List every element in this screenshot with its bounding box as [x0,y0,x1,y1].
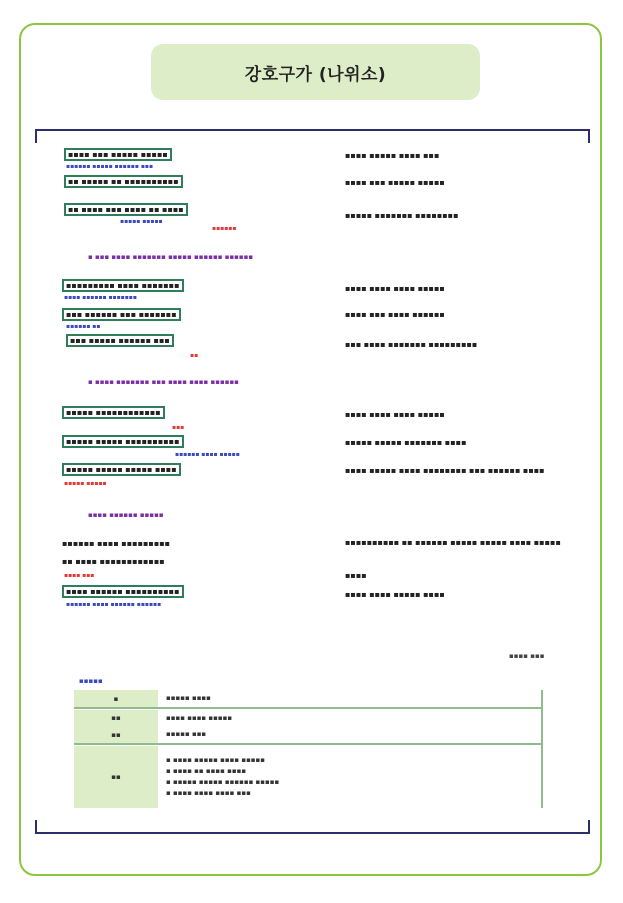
translation-line: ▪▪▪▪ ▪▪▪ ▪▪▪▪▪ ▪▪▪▪▪ [345,178,445,187]
gloss-key: ▪▪ [74,726,158,743]
translation-line: ▪▪▪▪ [345,571,367,580]
annotation-red: ▪▪ [190,352,199,359]
translation-line: ▪▪▪ ▪▪▪▪ ▪▪▪▪▪▪▪ ▪▪▪▪▪▪▪▪▪ [345,340,478,349]
gloss-value: ▪▪▪▪ ▪▪▪▪ ▪▪▪▪▪ [166,713,233,722]
poem-line: ▪▪▪▪▪ ▪▪▪▪▪▪▪▪▪▪▪▪ [62,408,165,418]
gloss-title: ▪▪▪▪▪ [79,677,103,685]
gloss-table [74,690,543,808]
translation-line: ▪▪▪▪ ▪▪▪▪ ▪▪▪▪ ▪▪▪▪▪ [345,410,445,419]
poem-line: ▪▪ ▪▪▪▪ ▪▪▪ ▪▪▪▪ ▪▪ ▪▪▪▪ [64,205,188,215]
gloss-row [74,690,543,707]
poem-line: ▪▪▪▪▪▪▪▪▪ ▪▪▪▪ ▪▪▪▪▪▪▪ [62,281,184,291]
translation-line: ▪▪▪▪ ▪▪▪ ▪▪▪▪ ▪▪▪▪▪▪ [345,310,445,319]
poem-line: ▪▪ ▪▪▪▪ ▪▪▪▪▪▪▪▪▪▪▪▪ [62,557,165,566]
annotation: ▪▪▪▪▪▪ ▪▪▪▪ ▪▪▪▪▪ [175,451,240,458]
poem-line: ▪▪▪▪▪▪ ▪▪▪▪ ▪▪▪▪▪▪▪▪▪ [62,539,171,548]
gloss-value: ▪ ▪▪▪▪ ▪▪▪▪▪ ▪▪▪▪ ▪▪▪▪▪ ▪ ▪▪▪▪ ▪▪ ▪▪▪▪ ▪▪▪▪ ▪ ▪▪▪▪▪ ▪▪▪▪▪ ▪▪▪▪▪▪ ▪▪▪▪▪ ▪ ▪▪▪▪ ▪▪▪▪ ▪▪▪▪ ▪▪▪ [166,756,280,797]
gloss-value: ▪▪▪▪▪ ▪▪▪ [166,730,207,738]
stanza-note: ▪ ▪▪▪▪ ▪▪▪▪▪▪▪ ▪▪▪ ▪▪▪▪ ▪▪▪▪ ▪▪▪▪▪▪ [88,378,239,386]
annotation-red: ▪▪▪▪ ▪▪▪ [64,572,95,579]
annotation-red: ▪▪▪ [172,424,185,431]
poem-line: ▪▪▪▪▪ ▪▪▪▪▪ ▪▪▪▪▪ ▪▪▪▪ [62,465,181,475]
gloss-border [541,690,543,808]
source-label: ▪▪▪▪ ▪▪▪ [509,652,545,660]
poem-line: ▪▪▪▪▪ ▪▪▪▪▪ ▪▪▪▪▪▪▪▪▪▪ [62,437,184,447]
translation-line: ▪▪▪▪ ▪▪▪▪▪ ▪▪▪▪ ▪▪▪ [345,151,440,160]
poem-line: ▪▪▪ ▪▪▪▪▪ ▪▪▪▪▪▪ ▪▪▪ [66,336,174,346]
annotation-red: ▪▪▪▪▪ ▪▪▪▪▪ [64,480,107,487]
annotation: ▪▪▪▪▪▪ ▪▪▪▪▪ ▪▪▪▪▪▪ ▪▪▪ [66,163,154,170]
translation-line: ▪▪▪▪▪▪▪▪▪▪ ▪▪ ▪▪▪▪▪▪ ▪▪▪▪▪ ▪▪▪▪▪ ▪▪▪▪ ▪▪▪▪▪ [345,538,561,547]
poem-line: ▪▪ ▪▪▪▪▪ ▪▪ ▪▪▪▪▪▪▪▪▪▪ [64,177,183,187]
annotation: ▪▪▪▪▪▪ ▪▪ [66,323,101,330]
annotation: ▪▪▪▪ ▪▪▪▪▪▪ ▪▪▪▪▪▪▪ [64,294,137,301]
stanza-note: ▪▪▪▪ ▪▪▪▪▪▪ ▪▪▪▪▪ [88,511,164,519]
gloss-row [74,710,543,726]
poem-line: ▪▪▪▪ ▪▪▪ ▪▪▪▪▪ ▪▪▪▪▪ [64,150,172,160]
poem-line: ▪▪▪▪ ▪▪▪▪▪▪ ▪▪▪▪▪▪▪▪▪▪ [62,587,184,597]
gloss-value: ▪▪▪▪▪ ▪▪▪▪ [166,694,211,702]
translation-line: ▪▪▪▪▪ ▪▪▪▪▪▪▪ ▪▪▪▪▪▪▪▪ [345,211,459,220]
translation-line: ▪▪▪▪▪ ▪▪▪▪▪ ▪▪▪▪▪▪▪ ▪▪▪▪ [345,438,467,447]
poem-line: ▪▪▪ ▪▪▪▪▪▪ ▪▪▪ ▪▪▪▪▪▪▪ [62,310,181,320]
annotation: ▪▪▪▪▪▪ ▪▪▪▪ ▪▪▪▪▪▪ ▪▪▪▪▪▪ [66,601,162,608]
annotation: ▪▪▪▪▪ ▪▪▪▪▪ [120,218,163,225]
gloss-row [74,746,543,808]
stanza-note: ▪ ▪▪▪ ▪▪▪▪ ▪▪▪▪▪▪▪ ▪▪▪▪▪ ▪▪▪▪▪▪ ▪▪▪▪▪▪ [88,253,254,261]
translation-line: ▪▪▪▪ ▪▪▪▪▪ ▪▪▪▪ ▪▪▪▪▪▪▪▪ ▪▪▪ ▪▪▪▪▪▪ ▪▪▪▪ [345,466,545,475]
gloss-key: ▪▪ [74,746,158,808]
gloss-divider [74,707,543,709]
gloss-divider [74,743,543,745]
translation-line: ▪▪▪▪ ▪▪▪▪ ▪▪▪▪ ▪▪▪▪▪ [345,284,445,293]
translation-line: ▪▪▪▪ ▪▪▪▪ ▪▪▪▪▪ ▪▪▪▪ [345,590,445,599]
gloss-row [74,726,543,743]
page-title: 강호구가 (나위소) [244,64,387,85]
gloss-key: ▪ [74,690,158,707]
gloss-key: ▪▪ [74,710,158,726]
annotation-red: ▪▪▪▪▪▪ [212,225,237,232]
